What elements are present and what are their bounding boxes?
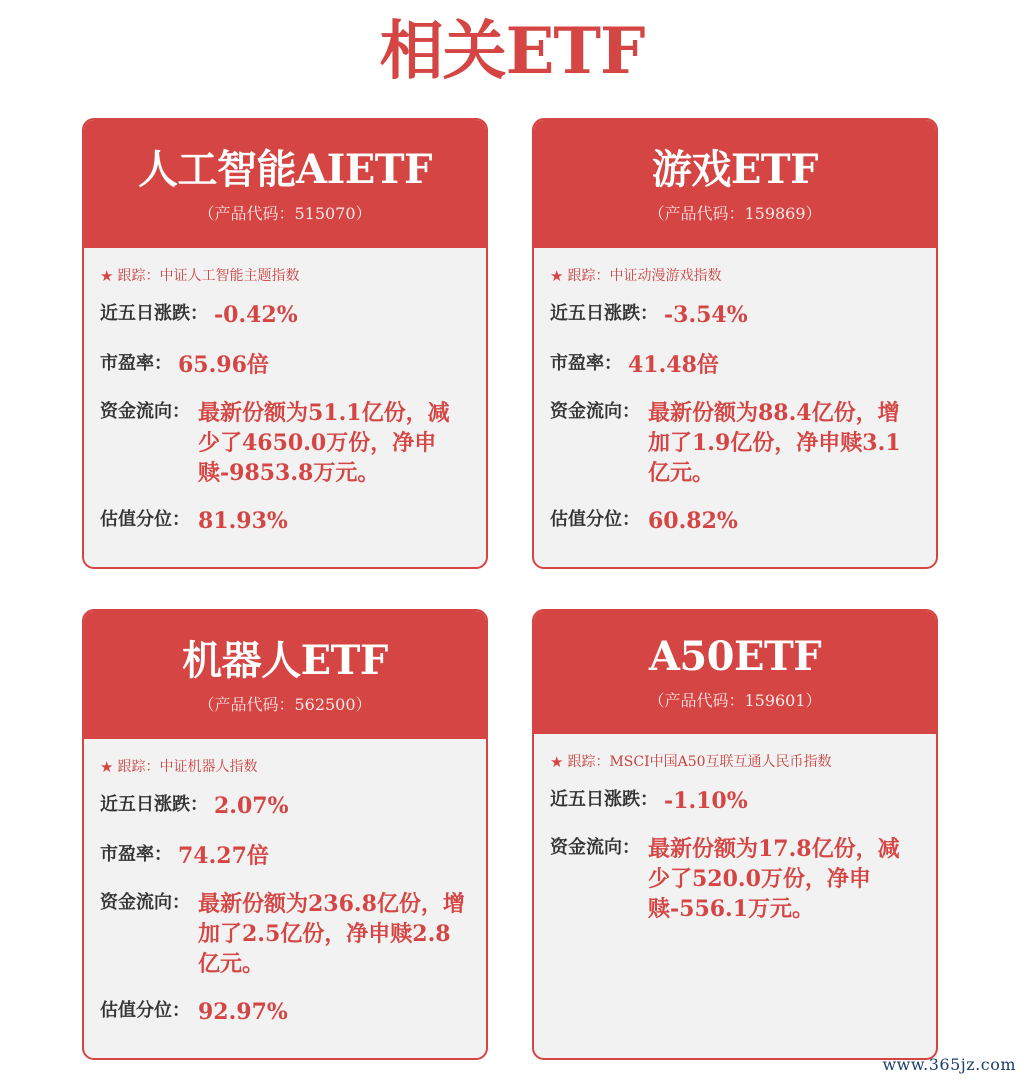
track-prefix: 跟踪： bbox=[567, 754, 610, 770]
etf-card-game bbox=[532, 118, 938, 569]
card-body bbox=[534, 734, 936, 924]
valuation-label: 估值分位： bbox=[100, 1000, 190, 1021]
watermark: www.365jz.com bbox=[882, 1055, 1016, 1074]
track-prefix: 跟踪： bbox=[117, 759, 160, 775]
star-icon: ★ bbox=[100, 758, 114, 776]
product-code: （产品代码：159869） bbox=[648, 204, 822, 223]
pe-label: 市盈率： bbox=[550, 353, 622, 374]
change-value: -0.42% bbox=[214, 302, 298, 328]
track-index-name: 中证机器人指数 bbox=[159, 759, 258, 775]
change-value: -3.54% bbox=[664, 302, 748, 328]
pe-row bbox=[550, 350, 920, 380]
change-label: 近五日涨跌： bbox=[550, 303, 658, 324]
card-header bbox=[84, 611, 486, 739]
change-value: 2.07% bbox=[214, 793, 289, 819]
flow-value: 最新份额为17.8亿份，减少了520.0万份，净申赎-556.1万元。 bbox=[648, 836, 900, 922]
tracking-index bbox=[100, 757, 470, 777]
card-title: 人工智能AIETF bbox=[138, 146, 432, 193]
etf-card-a50 bbox=[532, 609, 938, 1060]
valuation-row bbox=[100, 506, 470, 536]
card-header bbox=[534, 611, 936, 734]
tracking-index bbox=[550, 752, 920, 772]
flow-label: 资金流向： bbox=[100, 892, 190, 913]
track-index-name: 中证人工智能主题指数 bbox=[159, 268, 300, 284]
flow-row bbox=[550, 834, 920, 924]
change-label: 近五日涨跌： bbox=[100, 794, 208, 815]
star-icon: ★ bbox=[100, 267, 114, 285]
product-code: （产品代码：562500） bbox=[198, 695, 372, 714]
pe-value: 41.48倍 bbox=[628, 352, 719, 378]
change-row bbox=[100, 791, 470, 821]
flow-value: 最新份额为236.8亿份，增加了2.5亿份，净申赎2.8亿元。 bbox=[198, 891, 465, 977]
card-body bbox=[84, 248, 486, 536]
change-value: -1.10% bbox=[664, 788, 748, 814]
tracking-index bbox=[100, 266, 470, 286]
valuation-value: 81.93% bbox=[198, 508, 288, 534]
product-code: （产品代码：159601） bbox=[648, 691, 822, 710]
card-title: A50ETF bbox=[648, 633, 822, 680]
card-body bbox=[84, 739, 486, 1027]
page-title: 相关ETF bbox=[379, 14, 645, 89]
pe-row bbox=[100, 350, 470, 380]
change-row bbox=[100, 300, 470, 330]
pe-label: 市盈率： bbox=[100, 353, 172, 374]
track-prefix: 跟踪： bbox=[567, 268, 610, 284]
valuation-label: 估值分位： bbox=[550, 509, 640, 530]
card-header bbox=[84, 120, 486, 248]
star-icon: ★ bbox=[550, 267, 564, 285]
change-row bbox=[550, 786, 920, 816]
track-index-name: 中证动漫游戏指数 bbox=[609, 268, 722, 284]
card-title: 机器人ETF bbox=[182, 637, 388, 684]
valuation-label: 估值分位： bbox=[100, 509, 190, 530]
change-label: 近五日涨跌： bbox=[550, 789, 658, 810]
change-label: 近五日涨跌： bbox=[100, 303, 208, 324]
flow-row bbox=[100, 398, 470, 488]
change-row bbox=[550, 300, 920, 330]
pe-value: 74.27倍 bbox=[178, 843, 269, 869]
star-icon: ★ bbox=[550, 753, 564, 771]
card-body bbox=[534, 248, 936, 536]
flow-row bbox=[100, 889, 470, 979]
tracking-index bbox=[550, 266, 920, 286]
pe-label: 市盈率： bbox=[100, 844, 172, 865]
pe-row bbox=[100, 841, 470, 871]
flow-value: 最新份额为88.4亿份，增加了1.9亿份，净申赎3.1亿元。 bbox=[648, 400, 901, 486]
flow-label: 资金流向： bbox=[550, 401, 640, 422]
card-title: 游戏ETF bbox=[651, 146, 819, 193]
track-index-name: MSCI中国A50互联互通人民币指数 bbox=[609, 754, 832, 770]
valuation-value: 60.82% bbox=[648, 508, 738, 534]
valuation-value: 92.97% bbox=[198, 999, 288, 1025]
flow-label: 资金流向： bbox=[100, 401, 190, 422]
valuation-row bbox=[550, 506, 920, 536]
pe-value: 65.96倍 bbox=[178, 352, 269, 378]
flow-label: 资金流向： bbox=[550, 837, 640, 858]
product-code: （产品代码：515070） bbox=[198, 204, 372, 223]
card-header bbox=[534, 120, 936, 248]
etf-card-ai bbox=[82, 118, 488, 569]
etf-card-robot bbox=[82, 609, 488, 1060]
valuation-row bbox=[100, 997, 470, 1027]
track-prefix: 跟踪： bbox=[117, 268, 160, 284]
flow-value: 最新份额为51.1亿份，减少了4650.0万份，净申赎-9853.8万元。 bbox=[198, 400, 450, 486]
flow-row bbox=[550, 398, 920, 488]
